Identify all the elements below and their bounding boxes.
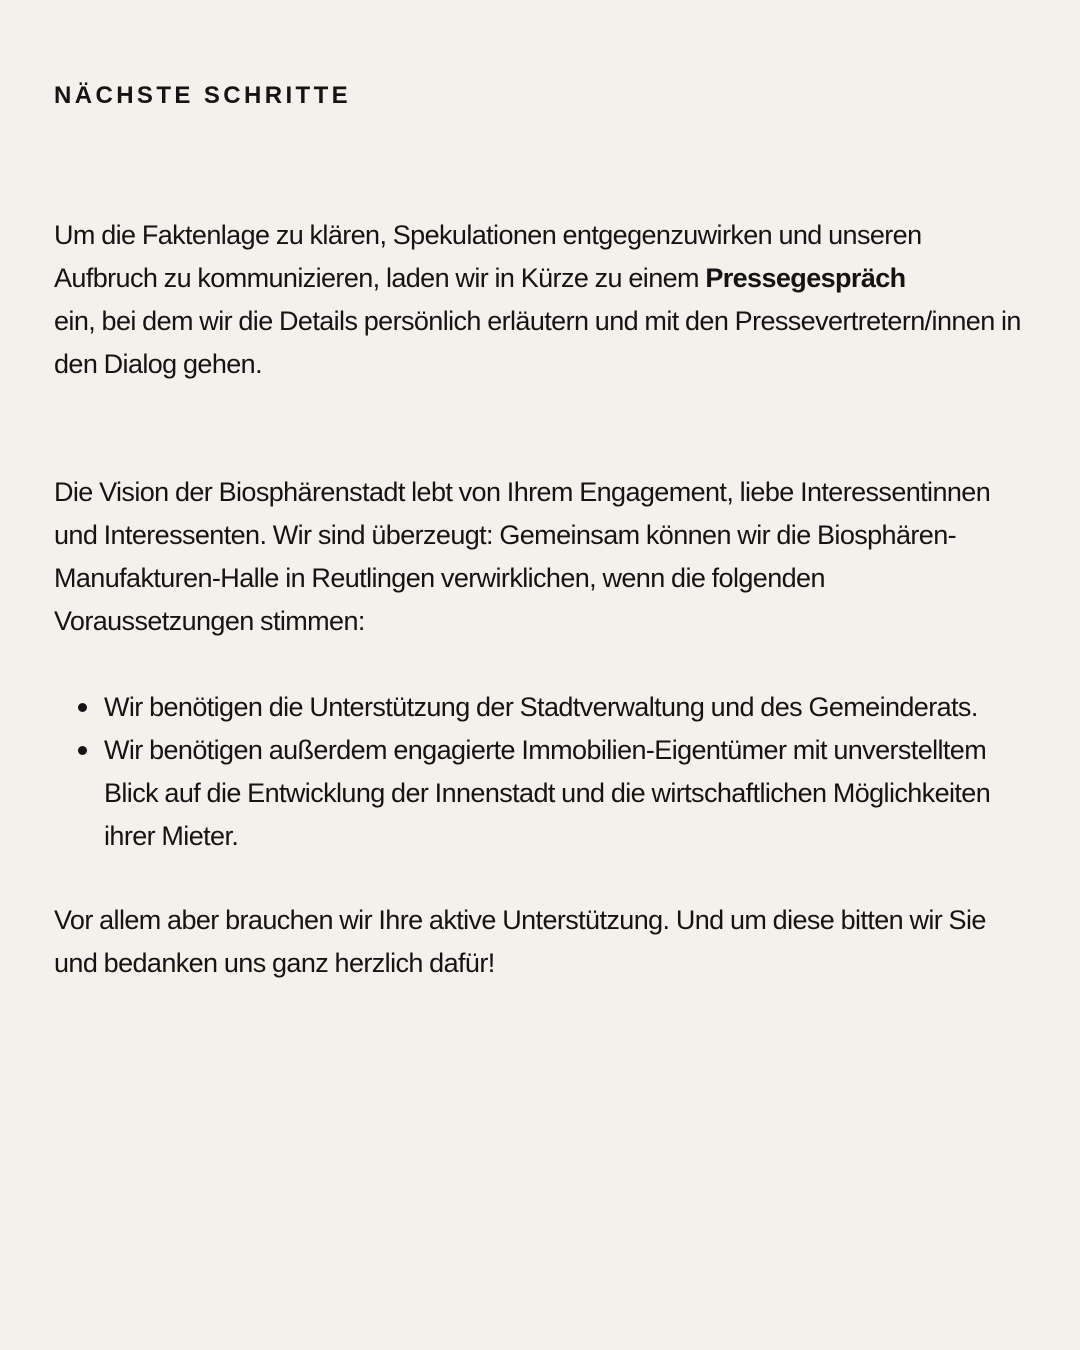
bullet-icon bbox=[78, 746, 87, 755]
list-item bbox=[104, 686, 1026, 729]
press-talk-highlight: Pressegespräch bbox=[705, 263, 906, 293]
bullet-icon bbox=[78, 703, 87, 712]
section-heading: NÄCHSTE SCHRITTE bbox=[54, 82, 352, 109]
requirements-list bbox=[54, 686, 1026, 858]
paragraph-press-talk bbox=[54, 214, 1026, 386]
paragraph-press-talk-outro: ein, bei dem wir die Details persönlich erläutern und mit den Pressevertretern/innen in den Dialog gehen. bbox=[54, 306, 1021, 379]
list-item-text: Wir benötigen außerdem engagierte Immobilien-Eigentümer mit unverstelltem Blick auf die Entwicklung der Innenstadt und die wirtschaftlichen Möglichkeiten ihrer Mieter. bbox=[104, 735, 991, 851]
paragraph-closing: Vor allem aber brauchen wir Ihre aktive Unterstützung. Und um diese bitten wir Sie und bedanken uns ganz herzlich dafür! bbox=[54, 905, 986, 978]
paragraph-press-talk-intro: Um die Faktenlage zu klären, Spekulationen entgegenzuwirken und unseren Aufbruch zu kommunizieren, laden wir in Kürze zu einem bbox=[54, 220, 922, 293]
list-item bbox=[104, 729, 1026, 858]
list-item-text: Wir benötigen die Unterstützung der Stadtverwaltung und des Gemeinderats. bbox=[104, 692, 978, 722]
paragraph-vision: Die Vision der Biosphärenstadt lebt von Ihrem Engagement, liebe Interessentinnen und Interessenten. Wir sind überzeugt: Gemeinsam können wir die Biosphären-Manufakturen-Halle in Reutlingen verwirklichen, wenn die folgenden Voraussetzungen stimmen: bbox=[54, 477, 991, 636]
